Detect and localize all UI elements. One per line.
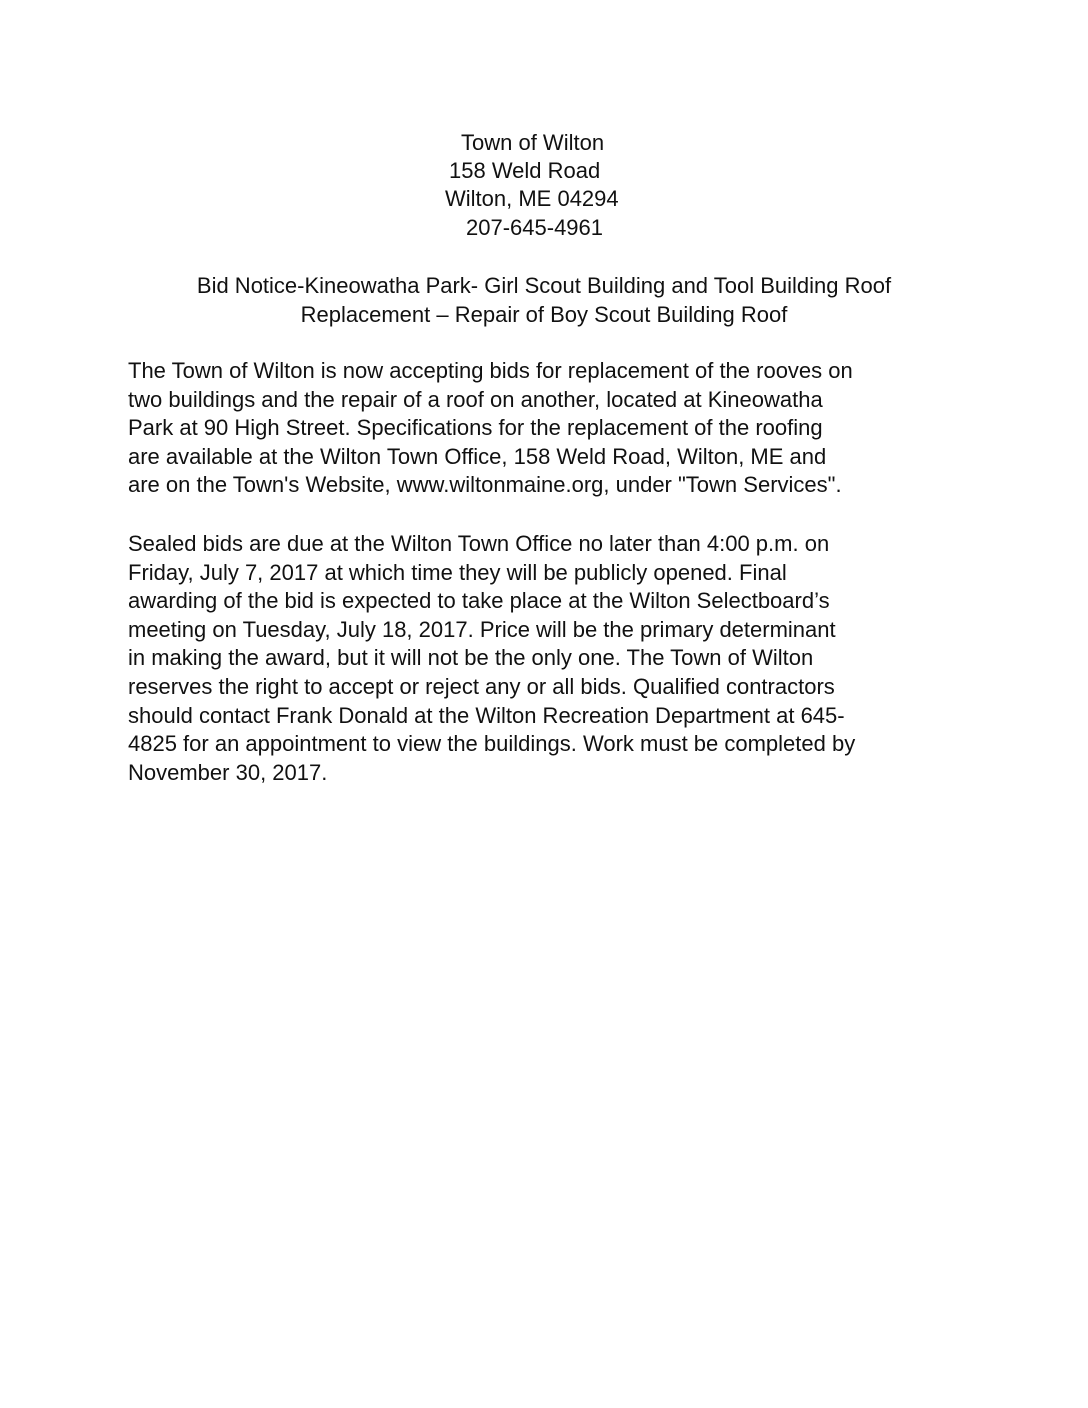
- paragraph-line: awarding of the bid is expected to take place at the Wilton Selectboard’s: [128, 588, 830, 614]
- intro-paragraph: [128, 357, 988, 500]
- town-name: Town of Wilton: [461, 130, 605, 155]
- paragraph-line: reserves the right to accept or reject any or all bids. Qualified contractors: [128, 673, 835, 699]
- bid-notice-title: [128, 271, 960, 329]
- phone-number: 207-645-4961: [466, 215, 604, 240]
- paragraph-line: Sealed bids are due at the Wilton Town Office no later than 4:00 p.m. on: [128, 531, 830, 556]
- city-state-zip: Wilton, ME 04294: [445, 186, 619, 211]
- paragraph-line: 4825 for an appointment to view the buildings. Work must be completed by: [128, 731, 856, 757]
- paragraph-line: are on the Town's Website, www.wiltonmaine.org, under "Town Services".: [128, 472, 842, 498]
- paragraph-line: should contact Frank Donald at the Wilton Recreation Department at 645-: [128, 702, 845, 728]
- paragraph-line: in making the award, but it will not be the only one. The Town of Wilton: [128, 645, 814, 671]
- paragraph-line: two buildings and the repair of a roof on another, located at Kineowatha: [128, 386, 823, 412]
- paragraph-line: November 30, 2017.: [128, 759, 328, 785]
- paragraph-line: Friday, July 7, 2017 at which time they will be publicly opened. Final: [128, 559, 787, 585]
- paragraph-line: are available at the Wilton Town Office, 158 Weld Road, Wilton, ME and: [128, 443, 827, 469]
- paragraph-line: Park at 90 High Street. Specifications for the replacement of the roofing: [128, 415, 823, 441]
- street-address: 158 Weld Road: [449, 158, 601, 183]
- title-line: Bid Notice-Kineowatha Park- Girl Scout Building and Tool Building Roof: [196, 273, 892, 298]
- title-line: Replacement – Repair of Boy Scout Building Roof: [300, 302, 788, 327]
- paragraph-line: The Town of Wilton is now accepting bids for replacement of the rooves on: [128, 358, 853, 383]
- paragraph-line: meeting on Tuesday, July 18, 2017. Price will be the primary determinant: [128, 616, 836, 642]
- bid-details-paragraph: [128, 530, 988, 787]
